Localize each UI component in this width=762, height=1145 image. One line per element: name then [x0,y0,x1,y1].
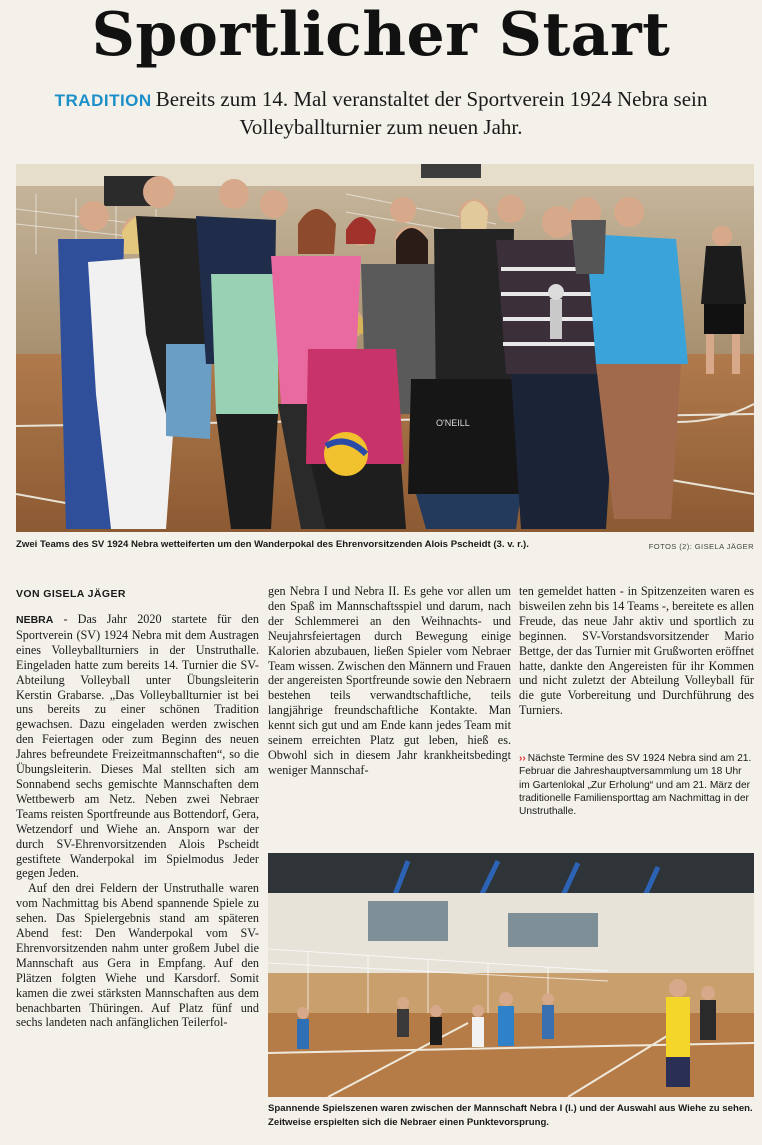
upcoming-dates-note [519,752,753,818]
deck-text: Bereits zum 14. Mal veranstaltet der Sportverein 1924 Nebra sein Volleyballturnier zum neuen Jahr. [155,87,708,139]
byline: VON GISELA JÄGER [16,588,126,600]
note-text: Nächste Termine des SV 1924 Nebra sind am 21. Februar die Jahreshauptversammlung um 18 Uhr im Gartenlokal „Zur Erholung“ und am 21. März der traditionelle Familiensporttag am Nachmittag in der Unstruthalle. [519,753,752,818]
paragraph: Auf den drei Feldern der Unstruthalle waren vom Nachmittag bis Abend spannende Spiele zu sehen. Das Spielergebnis stand am späteren Abend fest: Den Wanderpokal vom SV-Ehrenvorsitzenden nahm unter großem Jubel die Mannschaft aus Gera in Empfang. Auf den Plätzen folgten Wiehe und Karsdorf. Somit kamen die zwei stärksten Mannschaften aus dem benachbarten Thüringen. Auf Platz fünf und sechs landeten nach anfänglichen Teilerfol- [16,881,259,1030]
paragraph: ten gemeldet hatten - in Spitzenzeiten waren es bisweilen zehn bis 14 Teams -, bereitete es allen Freude, das neue Jahr aktiv und sportlich zu beginnen. SV-Vorstandsvorsitzender Mario Bettge, der das Turnier mit Grußworten eröffnet hatte, dankte den Angereisten für ihr Kommen und nicht zuletzt der Abteilung Volleyball für die gute Vorbereitung und Durchführung des Turniers. [519,584,754,718]
article-column-2 [268,584,511,778]
article-column-3 [519,584,754,718]
shirt-print: O'NEILL [436,418,470,428]
paragraph: gen Nebra I und Nebra II. Es gehe vor allen um den Spaß im Mannschaftsspiel und darum, nach der Schlemmerei an den Weihnachts- und Neujahrsfeiertagen durch Bewegung einige Kalorien abzubauen, ließen Spieler vom Nebraer Team wissen. Zwischen den Männern und Frauen der angereisten Sportfreunde sowie den Nebraern bestehen teils verwandtschaftliche, teils langjährige freundschaftliche Kontakte. Man kennt sich gut und am Ende kann jedes Team mit seinem erreichten Platz gut leben, hieß es. Obwohl sich in diesem Jahr krankheitsbedingt weniger Mannschaf- [268,584,511,777]
game-photo-caption: Spannende Spielszenen waren zwischen der Mannschaft Nebra I (l.) und der Auswahl aus Wiehe zu sehen. Zeitweise erspielten sich die Nebraer einen Punktevorsprung. [268,1103,753,1128]
game-photo [268,853,754,1097]
paragraph: NEBRA - Das Jahr 2020 startete für den Sportverein (SV) 1924 Nebra mit dem Austragen eines Volleyballturniers in der Unstruthalle. Eingeladen hatte zum bereits 14. Turnier die SV-Abteilung Volleyball unter Übungsleiterin Kerstin Grabarse. „Das Volleyballturnier ist bei uns bereits zu einer schönen Tradition gewachsen. Dazu eingeladen werden zwischen den Feiertagen oder zum Beginn des neuen Jahres befreundete Freizeitmannschaften“, so die Übungsleiterin. Dieses Mal stellten sich am Sonnabend sechs gemischte Mannschaften dem Wettbewerb am Netz. Neben zwei Nebraer Teams reisten Sportfreunde aus Bottendorf, Gera, Wetzendorf und Wiehe an. Ansporn war der durch SV-Ehrenvorsitzenden Alois Pscheidt gestiftete Wanderpokal im Spielmodus Jeder gegen Jeden. [16,612,259,881]
article-column-1 [16,612,259,1030]
article-deck [20,86,742,141]
team-photo [16,164,754,532]
kicker-label: TRADITION [54,91,152,110]
article-headline: Sportlicher Start [91,0,671,70]
photo-credit: FOTOS (2): GISELA JÄGER [648,542,754,551]
dateline: NEBRA [16,614,54,626]
note-marker-icon: ›› [519,753,526,764]
team-photo-caption: Zwei Teams des SV 1924 Nebra wetteiferten um den Wanderpokal des Ehrenvorsitzenden Alois Pscheidt (3. v. r.). [16,539,529,550]
